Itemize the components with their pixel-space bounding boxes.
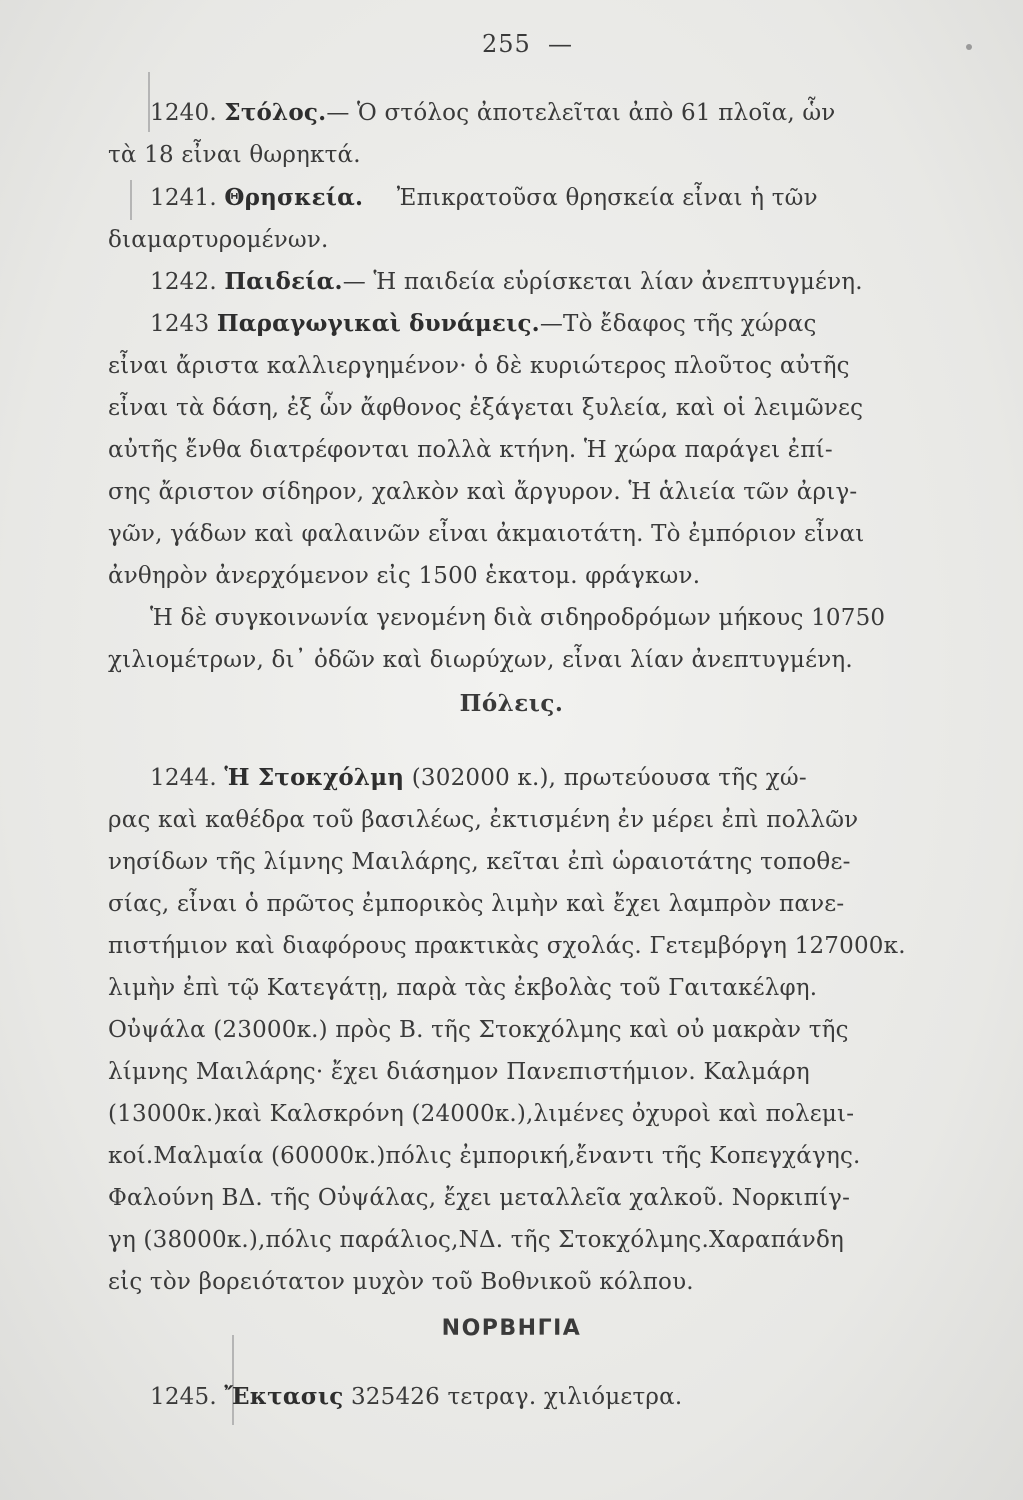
entry-text: 325426 τετραγ. χιλιόμετρα.: [343, 1384, 683, 1410]
entry-text: Ἐπικρατοῦσα θρησκεία εἶναι ἡ τῶν: [396, 185, 818, 211]
margin-stroke: [130, 180, 132, 220]
entry-1245-line-1: [150, 1382, 682, 1412]
entry-1244-line: νησίδων τῆς λίμνης Μαιλάρης, κεῖται ἐπὶ ὡραιοτάτης τοποθε-: [108, 849, 851, 875]
entry-1243-line: εἶναι τὰ δάση, ἐξ ὧν ἄφθονος ἐξάγεται ξυλεία, καὶ οἱ λειμῶνες: [108, 395, 864, 421]
entry-1244-line: Οὐψάλα (23000κ.) πρὸς Β. τῆς Στοκχόλμης καὶ οὐ μακρὰν τῆς: [108, 1017, 849, 1043]
entry-1242-line-1: [150, 267, 863, 297]
entry-text: — Ὁ στόλος ἀποτελεῖται ἀπὸ 61 πλοῖα, ὧν: [326, 100, 836, 126]
section-heading-poleis: Πόλεις.: [459, 690, 564, 717]
entry-number: 1241.: [150, 185, 217, 211]
entry-text: — Ἡ παιδεία εὑρίσκεται λίαν ἀνεπτυγμένη.: [342, 269, 863, 295]
entry-1240-line-1: [150, 98, 835, 128]
entry-number: 1240.: [150, 100, 217, 126]
entry-1244-line: λιμὴν ἐπὶ τῷ Κατεγάτῃ, παρὰ τὰς ἐκβολὰς τοῦ Γαιτακέλφη.: [108, 975, 818, 1001]
entry-1243-line-1: [150, 309, 817, 339]
entry-1244-line: πιστήμιον καὶ διαφόρους πρακτικὰς σχολάς. Γετεμβόργη 127000κ.: [108, 933, 906, 959]
entry-title: Παραγωγικαὶ δυνάμεις.: [216, 310, 540, 337]
entry-number: 1243: [150, 311, 210, 337]
entry-1243-line: εἶναι ἄριστα καλλιεργημένον· ὁ δὲ κυριώτερος πλοῦτος αὐτῆς: [108, 353, 850, 379]
entry-1243-line: γῶν, γάδων καὶ φαλαινῶν εἶναι ἀκμαιοτάτη. Τὸ ἐμπόριον εἶναι: [108, 521, 865, 547]
entry-title: Στόλος.: [224, 99, 327, 126]
entry-1243-line: σης ἄριστον σίδηρον, χαλκὸν καὶ ἄργυρον. Ἡ ἁλιεία τῶν ἀριγ-: [108, 479, 858, 505]
entry-1244-line-1: [150, 763, 807, 793]
entry-1244-line: κοί.Μαλμαία (60000κ.)πόλις ἐμπορική,ἔναντι τῆς Κοπεγχάγης.: [108, 1143, 861, 1169]
entry-1244-line: εἰς τὸν βορειότατον μυχὸν τοῦ Βοθνικοῦ κόλπου.: [108, 1269, 694, 1295]
entry-number: 1242.: [150, 269, 217, 295]
page-number: 255: [482, 30, 531, 58]
entry-1244-line: λίμνης Μαιλάρης· ἔχει διάσημον Πανεπιστήμιον. Καλμάρη: [108, 1059, 810, 1085]
entry-1240-line-2: τὰ 18 εἶναι θωρηκτά.: [108, 142, 361, 168]
entry-1244-line: σίας, εἶναι ὁ πρῶτος ἐμπορικὸς λιμὴν καὶ ἔχει λαμπρὸν πανε-: [108, 891, 845, 917]
page-number-dash: —: [548, 30, 572, 58]
entry-title: Παιδεία.: [224, 268, 343, 295]
entry-1243-line: χιλιομέτρων, δι᾽ ὁδῶν καὶ διωρύχων, εἶναι λίαν ἀνεπτυγμένη.: [108, 647, 853, 673]
entry-1243-line: αὐτῆς ἔνθα διατρέφονται πολλὰ κτήνη. Ἡ χώρα παράγει ἐπί-: [108, 437, 833, 463]
entry-1243-line: ἀνθηρὸν ἀνερχόμενον εἰς 1500 ἑκατομ. φράγκων.: [108, 563, 701, 589]
ink-spot: [966, 44, 972, 50]
entry-title: Θρησκεία.: [224, 184, 364, 211]
entry-1244-line: ρας καὶ καθέδρα τοῦ βασιλέως, ἐκτισμένη ἐν μέρει ἐπὶ πολλῶν: [108, 807, 859, 833]
entry-1241-line-2: διαμαρτυρομένων.: [108, 227, 329, 253]
entry-1243-line: Ἡ δὲ συγκοινωνία γενομένη διὰ σιδηροδρόμων μήκους 10750: [150, 605, 886, 631]
entry-title: Ἡ Στοκχόλμη: [224, 764, 405, 791]
section-heading-norway: ΝΟΡΒΗΓΙΑ: [441, 1316, 582, 1341]
entry-text: (302000 κ.), πρωτεύουσα τῆς χώ-: [404, 765, 807, 791]
entry-number: 1244.: [150, 765, 217, 791]
entry-1241-line-1: [150, 183, 818, 213]
entry-title: Ἔκτασις: [224, 1383, 344, 1410]
entry-1244-line: Φαλούνη ΒΔ. τῆς Οὐψάλας, ἔχει μεταλλεῖα χαλκοῦ. Νορκιπίγ-: [108, 1185, 851, 1211]
entry-1244-line: (13000κ.)καὶ Καλσκρόνη (24000κ.),λιμένες ὀχυροὶ καὶ πολεμι-: [108, 1101, 855, 1127]
entry-1244-line: γη (38000κ.),πόλις παράλιος,ΝΔ. τῆς Στοκχόλμης.Χαραπάνδη: [108, 1227, 844, 1253]
entry-number: 1245.: [150, 1384, 217, 1410]
entry-text: —Τὸ ἔδαφος τῆς χώρας: [539, 311, 817, 337]
